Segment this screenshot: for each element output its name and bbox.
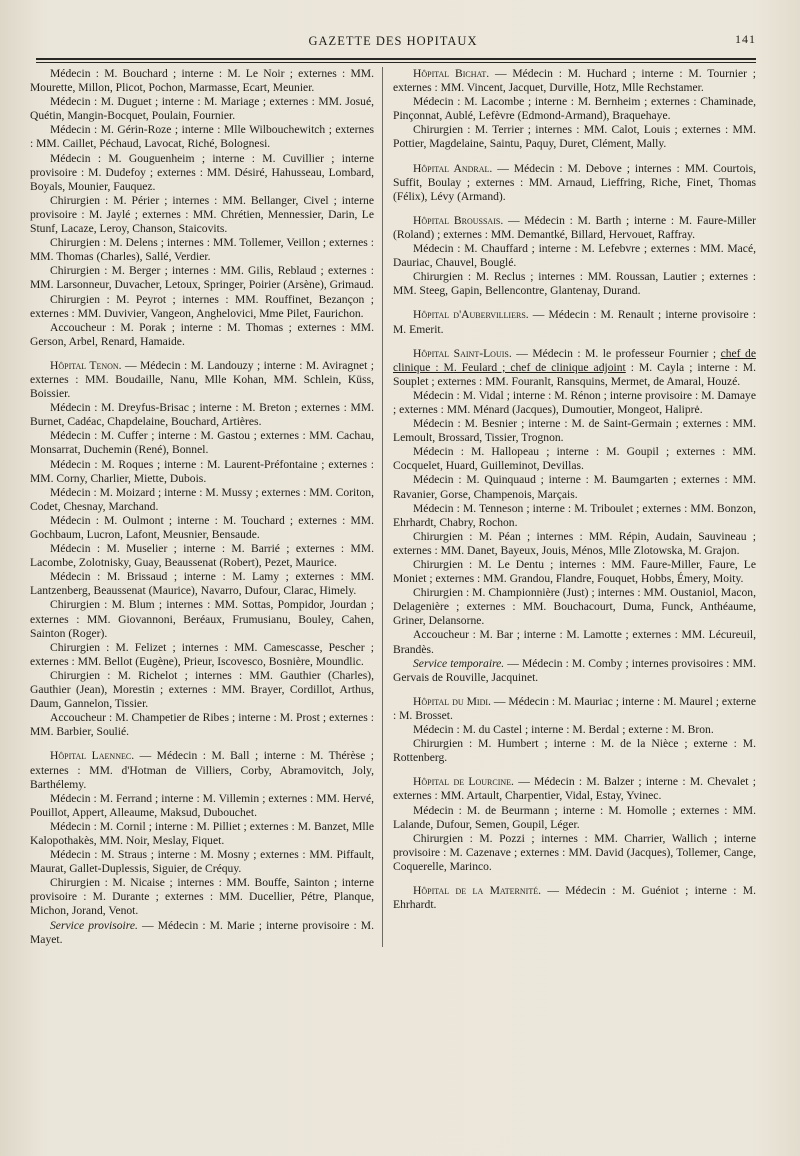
entry-paragraph: Médecin : M. Cuffer ; interne : M. Gastou ; externes : MM. Cachau, Monsarrat, Duchemin (René), Bonnel.: [30, 429, 374, 457]
hospital-name: Hôpital Saint-Louis.: [413, 346, 512, 360]
section-gap: [393, 874, 756, 884]
left-column: [30, 67, 382, 947]
entry-paragraph: Médecin : M. Gouguenheim ; interne : M. Cuvillier ; interne provisoire : M. Dudefoy ; externes : MM. Désiré, Hahusseau, Lombard, Boyals, Mounier, Fauquez.: [30, 151, 374, 193]
hospital-staff-text: — Médecin : M. Guéniot ; interne : M. Ehrhardt.: [393, 883, 756, 912]
page-number: 141: [735, 32, 756, 46]
hospital-name: Hôpital Broussais.: [413, 213, 504, 227]
header-rule: [36, 58, 756, 60]
hospital-name: Hôpital du Midi.: [413, 694, 491, 708]
columns: [30, 67, 756, 947]
section-gap: [393, 685, 756, 695]
entry-paragraph: Chirurgien : M. Reclus ; internes : MM. Roussan, Lautier ; externes : MM. Steeg, Gapin, Bellencontre, Glantenay, Durand.: [393, 270, 756, 298]
entry-paragraph: Médecin : M. Duguet ; interne : M. Mariage ; externes : MM. Josué, Quétin, Mangin-Bocquet, Poulain, Fournier.: [30, 95, 374, 123]
entry-paragraph: Chirurgien : M. Nicaise ; internes : MM. Bouffe, Sainton ; interne provisoire : M. Durante ; externes : MM. Ducellier, Pétre, Planque, Michon, Jorand, Venot.: [30, 876, 374, 918]
entry-paragraph: Chirurgien : M. Berger ; internes : MM. Gilis, Reblaud ; externes : MM. Larsonneur, Duvacher, Letoux, Springer, Poirier (Arsène), Grimaud.: [30, 264, 374, 292]
entry-paragraph: Chirurgien : M. Terrier ; internes : MM. Calot, Louis ; externes : MM. Pottier, Magdelaine, Saintu, Paquy, Duret, Clément, Mally.: [393, 123, 756, 151]
entry-paragraph: Accoucheur : M. Porak ; interne : M. Thomas ; externes : MM. Gerson, Arbel, Renard, Hamaide.: [30, 320, 374, 348]
entry-paragraph: Chirurgien : M. Le Dentu ; internes : MM. Faure-Miller, Faure, Le Moniet ; externes : MM. Grandou, Flandre, Fouquet, Hobbs, Émery, Moity.: [393, 558, 756, 586]
entry-paragraph: Accoucheur : M. Champetier de Ribes ; interne : M. Prost ; externes : MM. Barbier, Soulié.: [30, 711, 374, 739]
header-rule-thin: [36, 62, 756, 63]
hospital-staff-text: — Médecin : M. Huchard ; interne : M. Tournier ; externes : MM. Vincent, Jacquet, Durville, Hotz, Mlle Rechstamer.: [393, 67, 756, 95]
page-title: GAZETTE DES HOPITAUX: [308, 34, 478, 48]
entry-paragraph: Médecin : M. Oulmont ; interne : M. Touchard ; externes : MM. Gochbaum, Lucron, Lafont, Meusnier, Bensaude.: [30, 513, 374, 541]
hospital-heading-paragraph: [30, 749, 374, 791]
entry-paragraph: Chirurgien : M. Delens ; internes : MM. Tollemer, Veillon ; externes : MM. Thomas (Charles), Sallé, Verdier.: [30, 236, 374, 264]
entry-paragraph: Médecin : M. Chauffard ; interne : M. Lefebvre ; externes : MM. Macé, Dauriac, Chauvel, Bouglé.: [393, 242, 756, 270]
hospital-name: Hôpital de la Maternité.: [413, 883, 541, 897]
right-column: [382, 67, 756, 947]
hospital-staff-text: — Médecin : M. Renault ; interne provisoire : M. Emerit.: [393, 308, 756, 336]
entry-paragraph: Médecin : M. de Beurmann ; interne : M. Homolle ; externes : MM. Lalande, Dufour, Semen, Goupil, Léger.: [393, 803, 756, 831]
section-gap: [393, 204, 756, 214]
service-paragraph: [30, 919, 374, 947]
hospital-name: Hôpital Tenon.: [50, 358, 122, 372]
entry-paragraph: Médecin : M. Quinquaud ; interne : M. Baumgarten ; externes : MM. Ravanier, Gorse, Champenois, Marçais.: [393, 473, 756, 501]
section-gap: [393, 337, 756, 347]
service-paragraph: [393, 657, 756, 685]
hospital-staff-text: — Médecin : M. Debove ; internes : MM. Courtois, Suffit, Boulay ; externes : MM. Arnaud, Lieffring, Riche, Finet, Thomas (Félix), Lévy (Armand).: [393, 161, 756, 203]
hospital-staff-text: — Médecin : M. Balzer ; interne : M. Chevalet ; externes : MM. Artault, Charpentier, Vidal, Estay, Yvinec.: [393, 775, 757, 803]
entry-paragraph: Médecin : M. Hallopeau ; interne : M. Goupil ; externes : MM. Cocquelet, Huard, Guilleminot, Devillas.: [393, 445, 756, 473]
entry-paragraph: Médecin : M. Vidal ; interne : M. Rénon ; interne provisoire : M. Damaye ; externes : MM. Ménard (Jacques), Dumoutier, Mongeot, Haliprė.: [393, 388, 756, 416]
entry-paragraph: Médecin : M. Straus ; interne : M. Mosny ; externes : MM. Piffault, Maurat, Gallet-Duplessis, Siguier, de Créquy.: [30, 848, 374, 876]
hospital-staff-text: — Médecin : M. Barth ; interne : M. Faure-Miller (Roland) ; externes : MM. Demantké, Billard, Hervouet, Raffray.: [393, 213, 757, 241]
hospital-heading-paragraph: [393, 162, 756, 204]
entry-paragraph: Chirurgien : M. Richelot ; internes : MM. Gauthier (Charles), Gauthier (Jean), Morestin ; externes : MM. Brayer, Cordillot, Arthus, Daum, Gannelon, Tissier.: [30, 668, 374, 711]
entry-paragraph: Accoucheur : M. Bar ; interne : M. Lamotte ; externes : MM. Lécureuil, Brandès.: [393, 628, 756, 656]
hospital-heading-paragraph: [393, 884, 756, 912]
hospital-heading-paragraph: [393, 775, 756, 803]
entry-paragraph: Médecin : M. Gérin-Roze ; interne : Mlle Wilbouchewitch ; externes : MM. Caillet, Péchaud, Lavocat, Riché, Bolognesi.: [30, 123, 374, 151]
hospital-name: Hôpital d'Aubervilliers.: [413, 308, 529, 322]
service-label: Service provisoire.: [50, 918, 138, 932]
hospital-heading-paragraph: [393, 67, 756, 95]
hospital-staff-text: — Médecin : M. Mauriac ; interne : M. Maurel ; externe : M. Brosset.: [393, 694, 756, 722]
hospital-heading-paragraph: [393, 347, 756, 389]
entry-paragraph: Médecin : M. Brissaud ; interne : M. Lamy ; externes : MM. Lantzenberg, Beaussenat (Maurice), Navarro, Dufour, Clarac, Himely.: [30, 570, 374, 598]
entry-paragraph: Médecin : M. Roques ; interne : M. Laurent-Préfontaine ; externes : MM. Corny, Charlier, Miette, Dubois.: [30, 457, 374, 485]
entry-paragraph: Chirurgien : M. Blum ; internes : MM. Sottas, Pompidor, Jourdan ; externes : MM. Giovannoni, Beréaux, Frumusianu, Bouley, Cahen, Sainton (Roger).: [30, 598, 374, 640]
hospital-name: Hôpital Laennec.: [50, 749, 135, 763]
entry-paragraph: Médecin : M. Cornil ; interne : M. Pilliet ; externes : M. Banzet, Mlle Kalopothakès, MM. Noir, Meslay, Fiquet.: [30, 819, 374, 847]
service-text: — Médecin : M. Marie ; interne provisoire : M. Mayet.: [30, 918, 374, 946]
hospital-heading-paragraph: [393, 308, 756, 336]
entry-paragraph: Chirurgien : M. Humbert ; interne : M. de la Nièce ; externe : M. Rottenberg.: [393, 737, 756, 765]
entry-paragraph: Médecin : M. Moizard ; interne : M. Mussy ; externes : MM. Coriton, Codet, Chesnay, Marchand.: [30, 485, 374, 513]
section-gap: [393, 152, 756, 162]
hospital-name: Hôpital de Lourcine.: [413, 775, 514, 789]
section-gap: [30, 349, 374, 359]
section-gap: [393, 298, 756, 308]
hospital-staff-text: — Médecin : M. Landouzy ; interne : M. Aviragnet ; externes : MM. Boudaille, Nanu, Mlle Kohan, MM. Schlein, Küss, Boissier.: [30, 358, 374, 401]
section-gap: [30, 739, 374, 749]
service-label: Service temporaire.: [413, 656, 505, 670]
entry-paragraph: Chirurgien : M. Périer ; internes : MM. Bellanger, Civel ; interne provisoire : M. Jaylé ; externes : MM. Chrétien, Mennessier, Darin, Le Stunf, Lacaze, Leroy, Chanson, Staicovits.: [30, 193, 374, 236]
hospital-heading-paragraph: [30, 359, 374, 401]
page-header: [30, 30, 756, 52]
entry-paragraph: Médecin : M. Bouchard ; interne : M. Le Noir ; externes : MM. Mourette, Millon, Plicot, Pochon, Marmasse, Ecart, Meunier.: [30, 67, 374, 95]
entry-paragraph: Médecin : M. Lacombe ; interne : M. Bernheim ; externes : Chaminade, Pinçonnat, Aublé, Lefèvre (Edmond-Armand), Braquehaye.: [393, 95, 756, 123]
entry-paragraph: Chirurgien : M. Championnière (Just) ; internes : MM. Oustaniol, Macon, Delagenière ; externes : MM. Bouchacourt, Duma, Funck, Anthéaume, Griner, Delansorne.: [393, 586, 756, 628]
entry-paragraph: Médecin : M. Ferrand ; interne : M. Villemin ; externes : MM. Hervé, Pouillot, Appert, Alleaume, Maksud, Dubouchet.: [30, 791, 374, 819]
entry-paragraph: Médecin : M. Dreyfus-Brisac ; interne : M. Breton ; externes : MM. Burnet, Cadéac, Chapdelaine, Bouchard, Artières.: [30, 401, 374, 429]
hospital-heading-paragraph: [393, 695, 756, 723]
section-gap: [393, 765, 756, 775]
hospital-heading-paragraph: [393, 214, 756, 242]
entry-paragraph: Médecin : M. du Castel ; interne : M. Berdal ; externe : M. Bron.: [413, 723, 714, 737]
entry-paragraph: Chirurgien : M. Peyrot ; internes : MM. Rouffinet, Bezançon ; externes : MM. Duvivier, Vangeon, Anghelovici, Mme Pilet, Faurichon.: [30, 292, 374, 320]
hospital-staff-text: — Médecin : M. Ball ; interne : M. Thérèse ; externes : MM. d'Hotman de Villiers, Corby, Abramovitch, Joly, Barthélemy.: [30, 749, 374, 791]
entry-paragraph: Chirurgien : M. Péan ; internes : MM. Répin, Audain, Sauvineau ; externes : MM. Danet, Bayeux, Jouis, Ménos, Mlle Zlotowska, M. Grajon.: [393, 529, 756, 557]
underlined-text: chef de clinique : M. Feulard ; chef de clinique adjoint: [393, 346, 756, 374]
hospital-staff-text: — Médecin : M. le professeur Fournier ;: [511, 346, 721, 360]
hospital-staff-text: : M. Cayla ; interne : M. Souplet ; externes : MM. Fouranlt, Ransquins, Mermet, de Amaral, Houzé.: [393, 360, 756, 388]
hospital-name: Hôpital Andral.: [413, 161, 493, 175]
entry-paragraph: Médecin : M. Muselier ; interne : M. Barrié ; externes : MM. Lacombe, Zolotnisky, Guay, Beaussenat (Robert), Pezet, Maurice.: [30, 542, 374, 570]
service-text: — Médecin : M. Comby ; internes provisoires : MM. Gervais de Rouville, Jacquinet.: [393, 656, 756, 684]
entry-paragraph: Médecin : M. Besnier ; interne : M. de Saint-Germain ; externes : MM. Lemoult, Brossard, Tissier, Trognon.: [393, 417, 756, 445]
entry-paragraph: Médecin : M. Tenneson ; interne : M. Triboulet ; externes : MM. Bonzon, Ehrhardt, Chabry, Rochon.: [393, 501, 756, 529]
entry-paragraph: Chirurgien : M. Felizet ; internes : MM. Camescasse, Pescher ; externes : MM. Bellot (Eugène), Prieur, Iscovesco, Bosnière, Moundlic.: [30, 640, 374, 668]
hospital-name: Hôpital Bichat.: [413, 67, 490, 80]
entry-paragraph: Chirurgien : M. Pozzi ; internes : MM. Charrier, Wallich ; interne provisoire : M. Cazenave ; externes : MM. David (Jacques), Tollemer, Cange, Coquerelle, Marinco.: [393, 831, 756, 873]
